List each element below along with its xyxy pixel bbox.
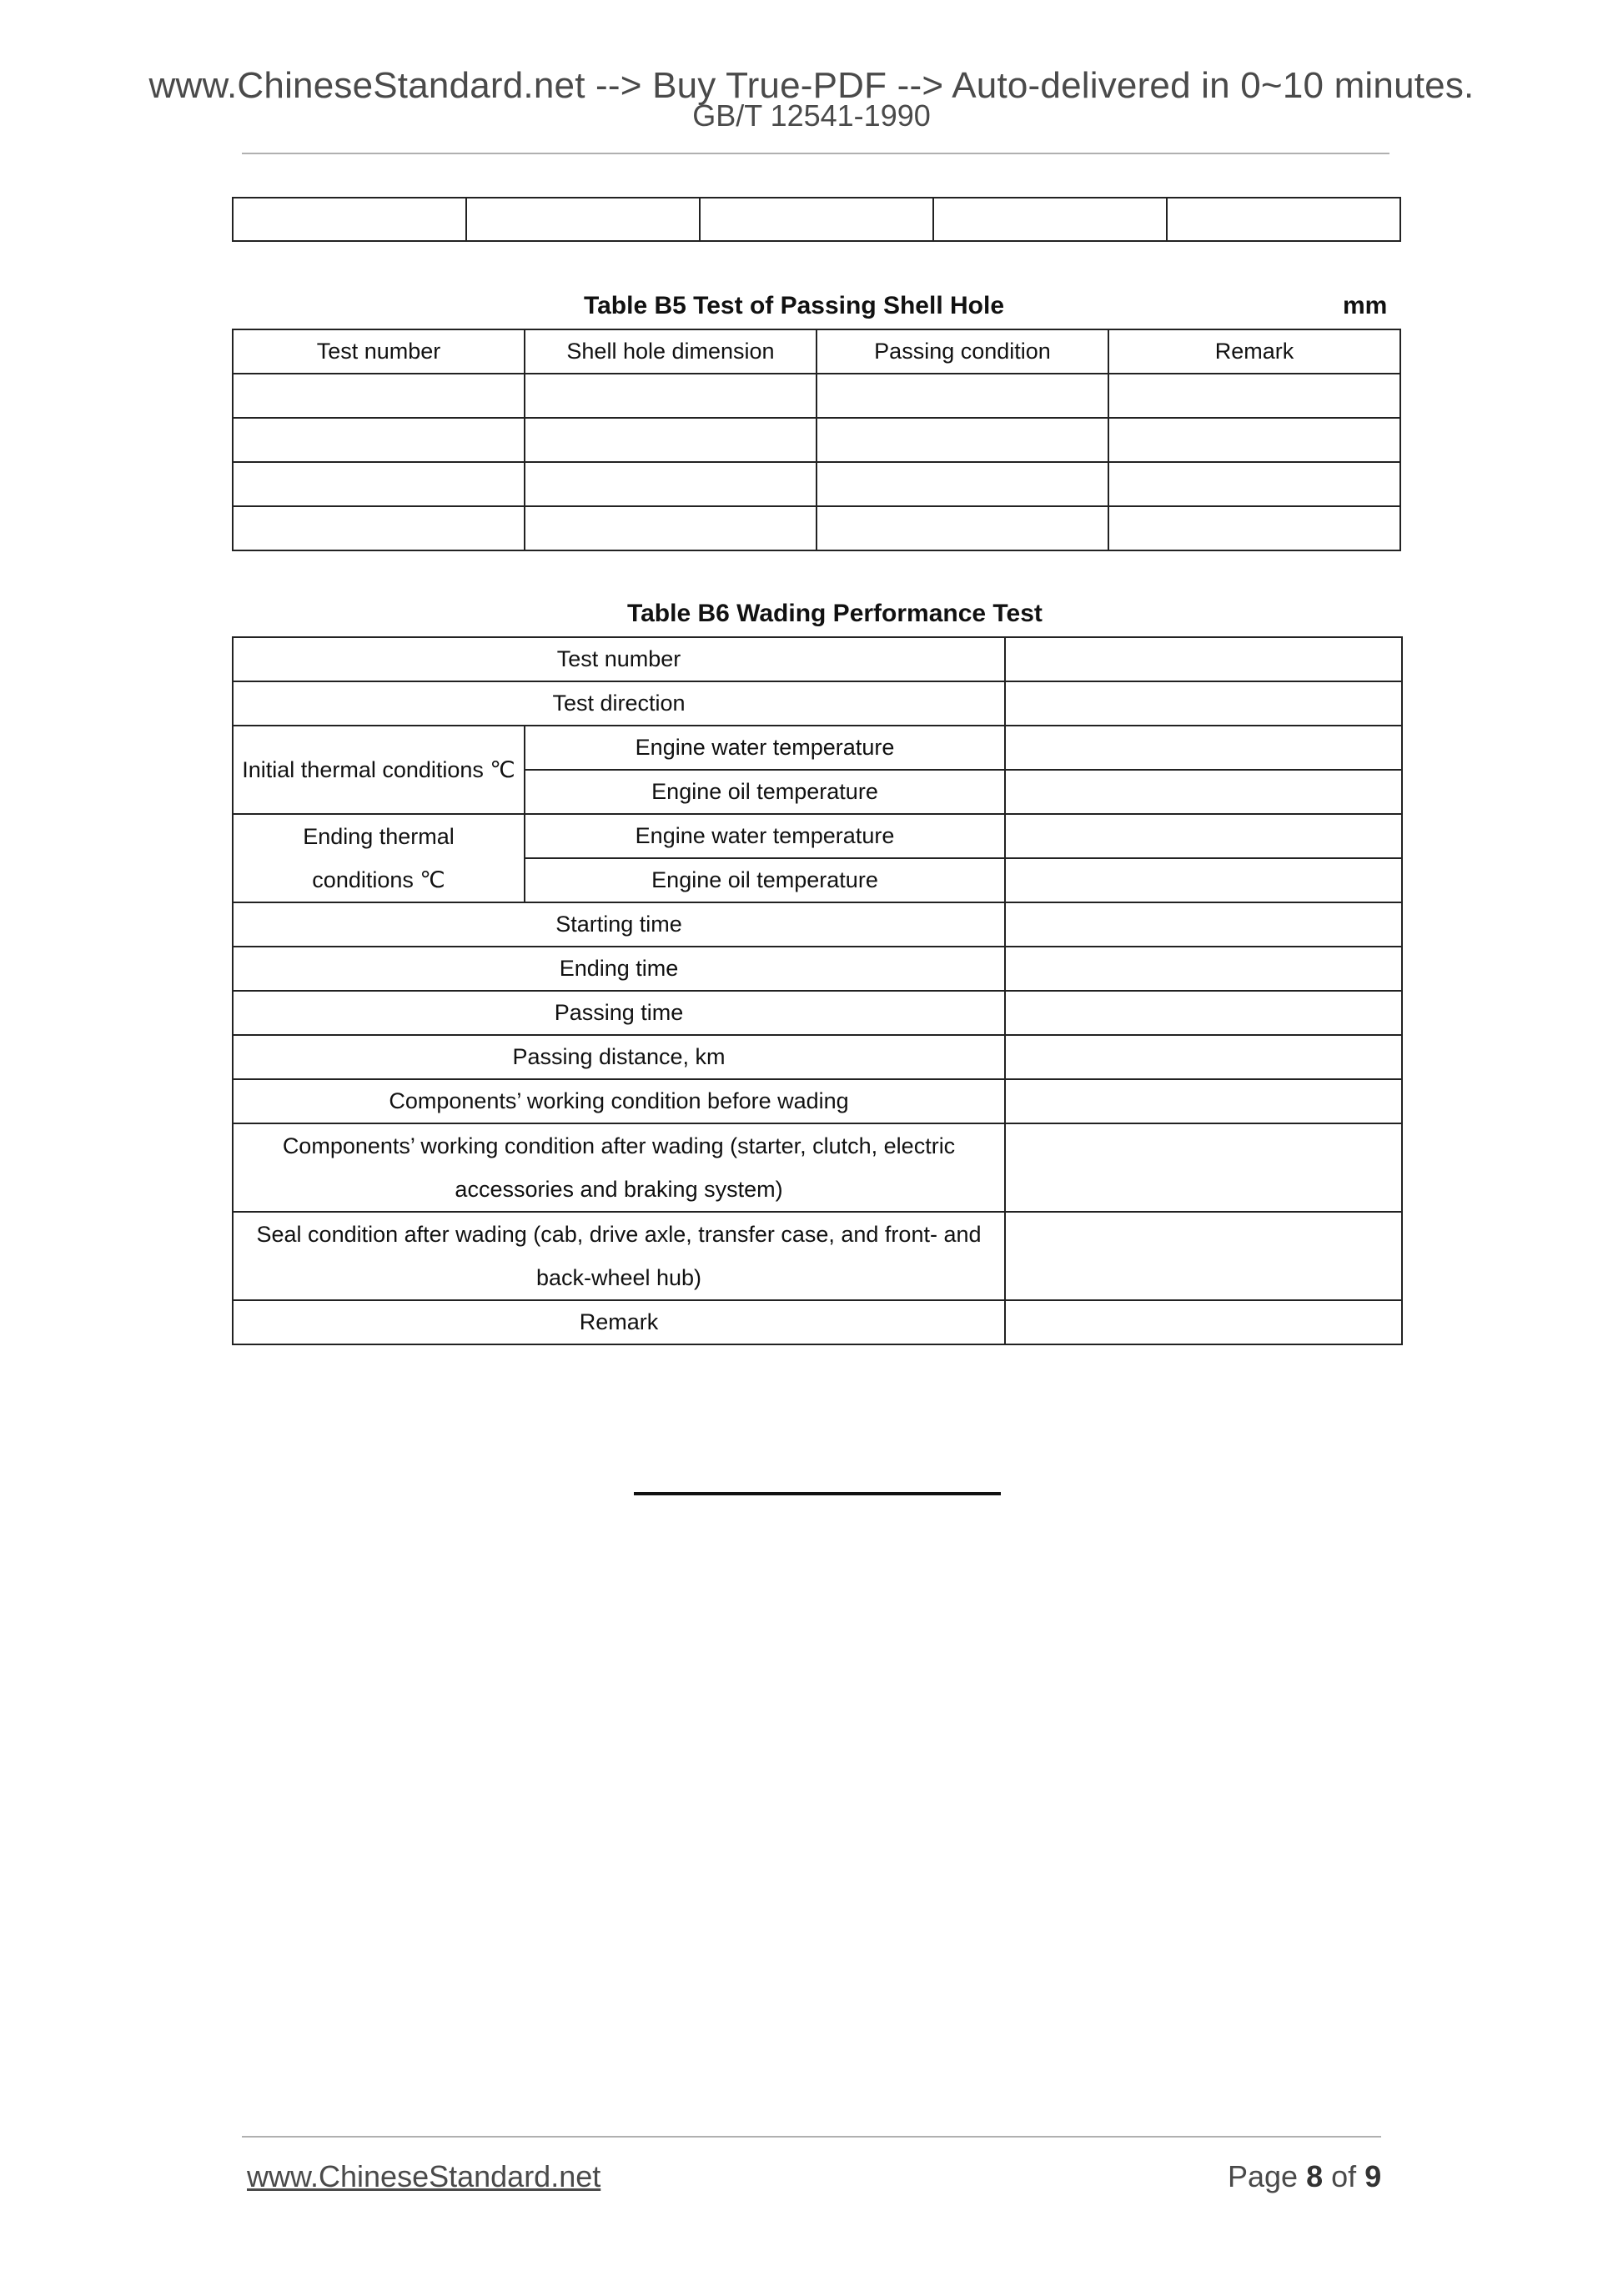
table-cell bbox=[233, 374, 525, 418]
table-b5-unit: mm bbox=[1343, 292, 1388, 319]
page-indicator bbox=[1228, 2159, 1381, 2194]
value-cell bbox=[1005, 1300, 1402, 1344]
table-cell bbox=[525, 374, 817, 418]
top-banner-link[interactable]: www.ChineseStandard.net --> Buy True-PDF --> Auto-delivered in 0~10 minutes. bbox=[148, 65, 1475, 106]
page-of: of bbox=[1331, 2159, 1357, 2193]
value-cell bbox=[1005, 637, 1402, 681]
value-cell bbox=[1005, 1035, 1402, 1079]
components-after-line1: Components’ working condition after wading (starter, clutch, electric bbox=[282, 1133, 956, 1158]
table-cell bbox=[817, 374, 1108, 418]
row-label-test-number: Test number bbox=[233, 637, 1005, 681]
table-cell bbox=[525, 418, 817, 462]
table-row bbox=[233, 462, 1400, 506]
table-cell bbox=[817, 418, 1108, 462]
column-header-remark: Remark bbox=[1108, 329, 1400, 374]
table-cell bbox=[1108, 374, 1400, 418]
end-of-document-line bbox=[634, 1492, 1001, 1495]
row-label-ending-time: Ending time bbox=[233, 947, 1005, 991]
table-row bbox=[233, 418, 1400, 462]
table-cell bbox=[466, 198, 700, 241]
row-label-remark: Remark bbox=[233, 1300, 1005, 1344]
table-cell bbox=[233, 462, 525, 506]
table-b5-caption: Table B5 Test of Passing Shell Hole bbox=[584, 292, 1005, 319]
row-group-ending-thermal bbox=[233, 814, 525, 902]
value-cell bbox=[1005, 947, 1402, 991]
page-total: 9 bbox=[1364, 2159, 1382, 2193]
standard-number: GB/T 12541-1990 bbox=[692, 98, 931, 133]
table-row bbox=[233, 991, 1402, 1035]
table-cell bbox=[525, 462, 817, 506]
seal-line1: Seal condition after wading (cab, drive axle, transfer case, and front- and bbox=[256, 1222, 982, 1247]
row-label-components-before: Components’ working condition before wading bbox=[233, 1079, 1005, 1123]
column-header-shell-hole-dimension: Shell hole dimension bbox=[525, 329, 817, 374]
value-cell bbox=[1005, 1212, 1402, 1300]
table-cell bbox=[1108, 418, 1400, 462]
previous-table-continuation bbox=[232, 197, 1401, 242]
page-prefix: Page bbox=[1228, 2159, 1299, 2193]
footer-divider bbox=[242, 2136, 1381, 2138]
table-b6 bbox=[232, 636, 1403, 1345]
table-cell bbox=[233, 198, 466, 241]
row-label-passing-time: Passing time bbox=[233, 991, 1005, 1035]
table-cell bbox=[817, 462, 1108, 506]
value-cell bbox=[1005, 858, 1402, 902]
footer-site-link[interactable]: www.ChineseStandard.net bbox=[247, 2159, 601, 2193]
value-cell bbox=[1005, 726, 1402, 770]
table-cell bbox=[525, 506, 817, 550]
row-label-test-direction: Test direction bbox=[233, 681, 1005, 726]
row-label-engine-oil-temp: Engine oil temperature bbox=[525, 770, 1005, 814]
table-cell bbox=[700, 198, 933, 241]
ending-thermal-line1: Ending thermal bbox=[303, 824, 455, 849]
column-header-test-number: Test number bbox=[233, 329, 525, 374]
components-after-line2: accessories and braking system) bbox=[455, 1177, 783, 1202]
row-label-starting-time: Starting time bbox=[233, 902, 1005, 947]
table-row bbox=[233, 1300, 1402, 1344]
page-current: 8 bbox=[1306, 2159, 1324, 2193]
table-row bbox=[233, 198, 1400, 241]
table-row bbox=[233, 1035, 1402, 1079]
table-header-row bbox=[233, 329, 1400, 374]
table-row bbox=[233, 1123, 1402, 1212]
header-divider bbox=[242, 153, 1389, 154]
table-row bbox=[233, 506, 1400, 550]
table-cell bbox=[817, 506, 1108, 550]
value-cell bbox=[1005, 814, 1402, 858]
table-cell bbox=[933, 198, 1167, 241]
row-label-engine-water-temp: Engine water temperature bbox=[525, 814, 1005, 858]
row-label-passing-distance: Passing distance, km bbox=[233, 1035, 1005, 1079]
table-row bbox=[233, 726, 1402, 770]
table-row bbox=[233, 1212, 1402, 1300]
table-b5 bbox=[232, 329, 1401, 551]
table-row bbox=[233, 374, 1400, 418]
seal-line2: back-wheel hub) bbox=[535, 1265, 702, 1290]
table-row bbox=[233, 947, 1402, 991]
table-b6-caption: Table B6 Wading Performance Test bbox=[627, 600, 1043, 627]
table-row bbox=[233, 814, 1402, 858]
row-label-engine-oil-temp: Engine oil temperature bbox=[525, 858, 1005, 902]
value-cell bbox=[1005, 1123, 1402, 1212]
row-group-initial-thermal: Initial thermal conditions ℃ bbox=[233, 726, 525, 814]
row-label-seal-condition bbox=[233, 1212, 1005, 1300]
row-label-components-after bbox=[233, 1123, 1005, 1212]
value-cell bbox=[1005, 770, 1402, 814]
value-cell bbox=[1005, 681, 1402, 726]
row-label-engine-water-temp: Engine water temperature bbox=[525, 726, 1005, 770]
column-header-passing-condition: Passing condition bbox=[817, 329, 1108, 374]
table-cell bbox=[233, 506, 525, 550]
value-cell bbox=[1005, 1079, 1402, 1123]
value-cell bbox=[1005, 902, 1402, 947]
table-row bbox=[233, 637, 1402, 681]
table-cell bbox=[1108, 506, 1400, 550]
value-cell bbox=[1005, 991, 1402, 1035]
ending-thermal-line2: conditions ℃ bbox=[312, 867, 445, 892]
table-cell bbox=[1167, 198, 1400, 241]
table-cell bbox=[233, 418, 525, 462]
table-cell bbox=[1108, 462, 1400, 506]
table-row bbox=[233, 902, 1402, 947]
table-row bbox=[233, 1079, 1402, 1123]
table-row bbox=[233, 681, 1402, 726]
